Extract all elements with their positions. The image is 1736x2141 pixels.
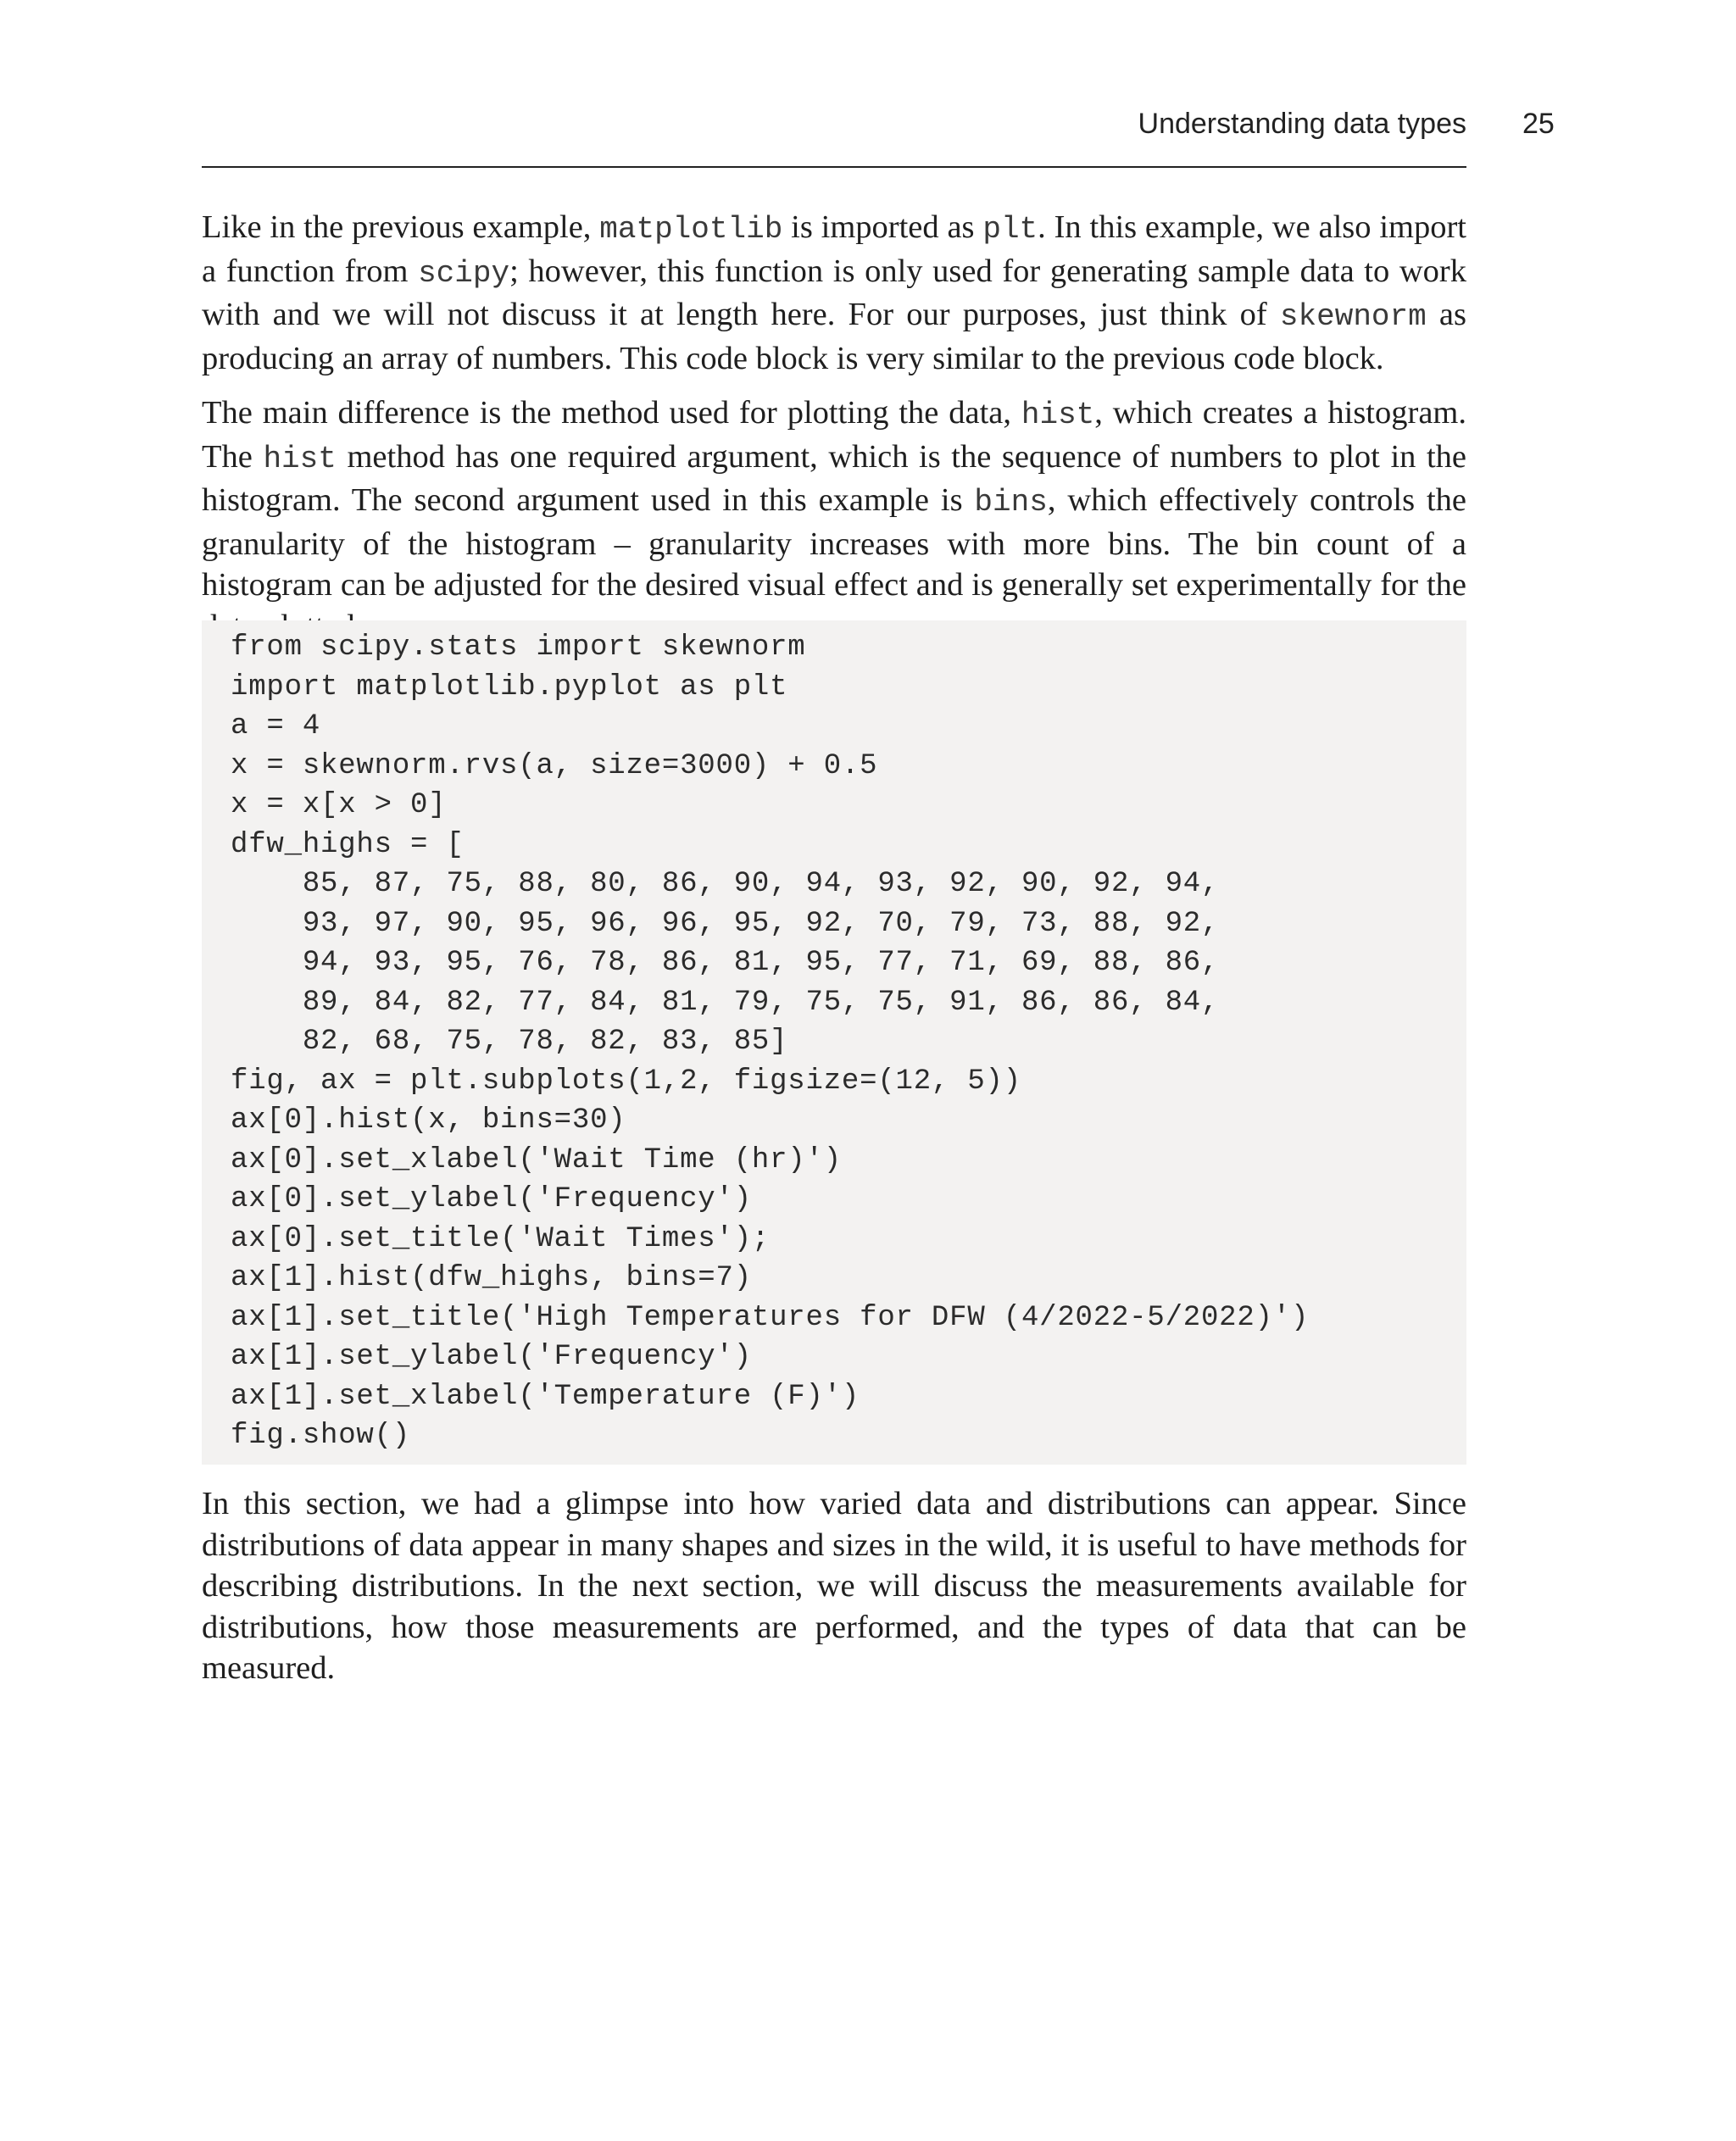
code-block (202, 620, 1466, 1465)
code-line: 93, 97, 90, 95, 96, 96, 95, 92, 70, 79, 73, 88, 92, (231, 907, 1220, 940)
code-line: ax[1].set_ylabel('Frequency') (231, 1341, 752, 1373)
inline-code: hist (263, 441, 337, 476)
running-header (202, 105, 1466, 168)
code-line: ax[0].set_ylabel('Frequency') (231, 1183, 752, 1215)
code-line: 94, 93, 95, 76, 78, 86, 81, 95, 77, 71, 69, 88, 86, (231, 947, 1220, 979)
text-run: , which effectively controls the granularity of the histogram – granularity increases with more bins. The bin count of a histogram can be adjusted for the desired visual effect and is generally set experimentally for the (202, 482, 1466, 603)
inline-code: hist (1021, 398, 1095, 432)
code-line: ax[1].hist(dfw_highs, bins=7) (231, 1262, 752, 1294)
page-number: 25 (1522, 108, 1555, 140)
paragraph-hist-explanation (202, 392, 1466, 647)
text-run: Like in the previous example, (202, 209, 600, 245)
inline-code: skewnorm (1279, 299, 1427, 334)
code-line: x = x[x > 0] (231, 789, 447, 821)
inline-code: bins (974, 485, 1048, 520)
code-line: x = skewnorm.rvs(a, size=3000) + 0.5 (231, 749, 878, 782)
text-run: as producing an array of numbers. This code block is very similar to the previous code block. (202, 297, 1467, 376)
code-line: import matplotlib.pyplot as plt (231, 670, 788, 703)
code-line: ax[1].set_title('High Temperatures for DFW (4/2022-5/2022)') (231, 1301, 1310, 1334)
code-line: from scipy.stats import skewnorm (231, 631, 806, 664)
code-line: ax[0].hist(x, bins=30) (231, 1104, 626, 1137)
inline-code: scipy (418, 255, 510, 291)
text-run: method has one required argument, which is the sequence of numbers to plot in the histogram. The second argument used in this example is (202, 438, 1467, 518)
code-line: 82, 68, 75, 78, 82, 83, 85] (231, 1026, 788, 1058)
code-line: ax[0].set_title('Wait Times'); (231, 1222, 771, 1255)
code-line: dfw_highs = [ (231, 828, 465, 861)
inline-code: plt (982, 212, 1038, 247)
text-run: , which creates a histogram. The (202, 395, 1466, 475)
text-run: The main difference is the method used for plotting the data, (202, 395, 1021, 431)
text-run: . In this example, we also import a function from (202, 209, 1466, 289)
code-line: 85, 87, 75, 88, 80, 86, 90, 94, 93, 92, 90, 92, 94, (231, 868, 1220, 900)
text-run: ; however, this function is only used for generating sample data to work with and we will not discuss it at length here. For our purposes, just think of (202, 253, 1466, 332)
code-line: ax[0].set_xlabel('Wait Time (hr)') (231, 1143, 842, 1176)
text-run: In this section, we had a glimpse into how varied data and distributions can appear. Since distributions of data appear in many shapes and sizes in the wild, it is useful to have methods for describing distributions. In the next section, we will discuss the measurements available for distributions, how those measurements are performed, and the types of data that can be measured. (202, 1486, 1466, 1686)
code-line: ax[1].set_xlabel('Temperature (F)') (231, 1380, 860, 1413)
text-run: is imported as (782, 209, 983, 245)
code-line: fig, ax = plt.subplots(1,2, figsize=(12, 5)) (231, 1065, 1021, 1098)
code-line: 89, 84, 82, 77, 84, 81, 79, 75, 75, 91, 86, 86, 84, (231, 986, 1220, 1019)
inline-code: matplotlib (599, 212, 783, 247)
code-line: fig.show() (231, 1420, 411, 1452)
code-line: a = 4 (231, 710, 321, 742)
paragraph-intro (202, 207, 1466, 379)
paragraph-summary (202, 1483, 1466, 1689)
section-title: Understanding data types (1138, 108, 1466, 140)
